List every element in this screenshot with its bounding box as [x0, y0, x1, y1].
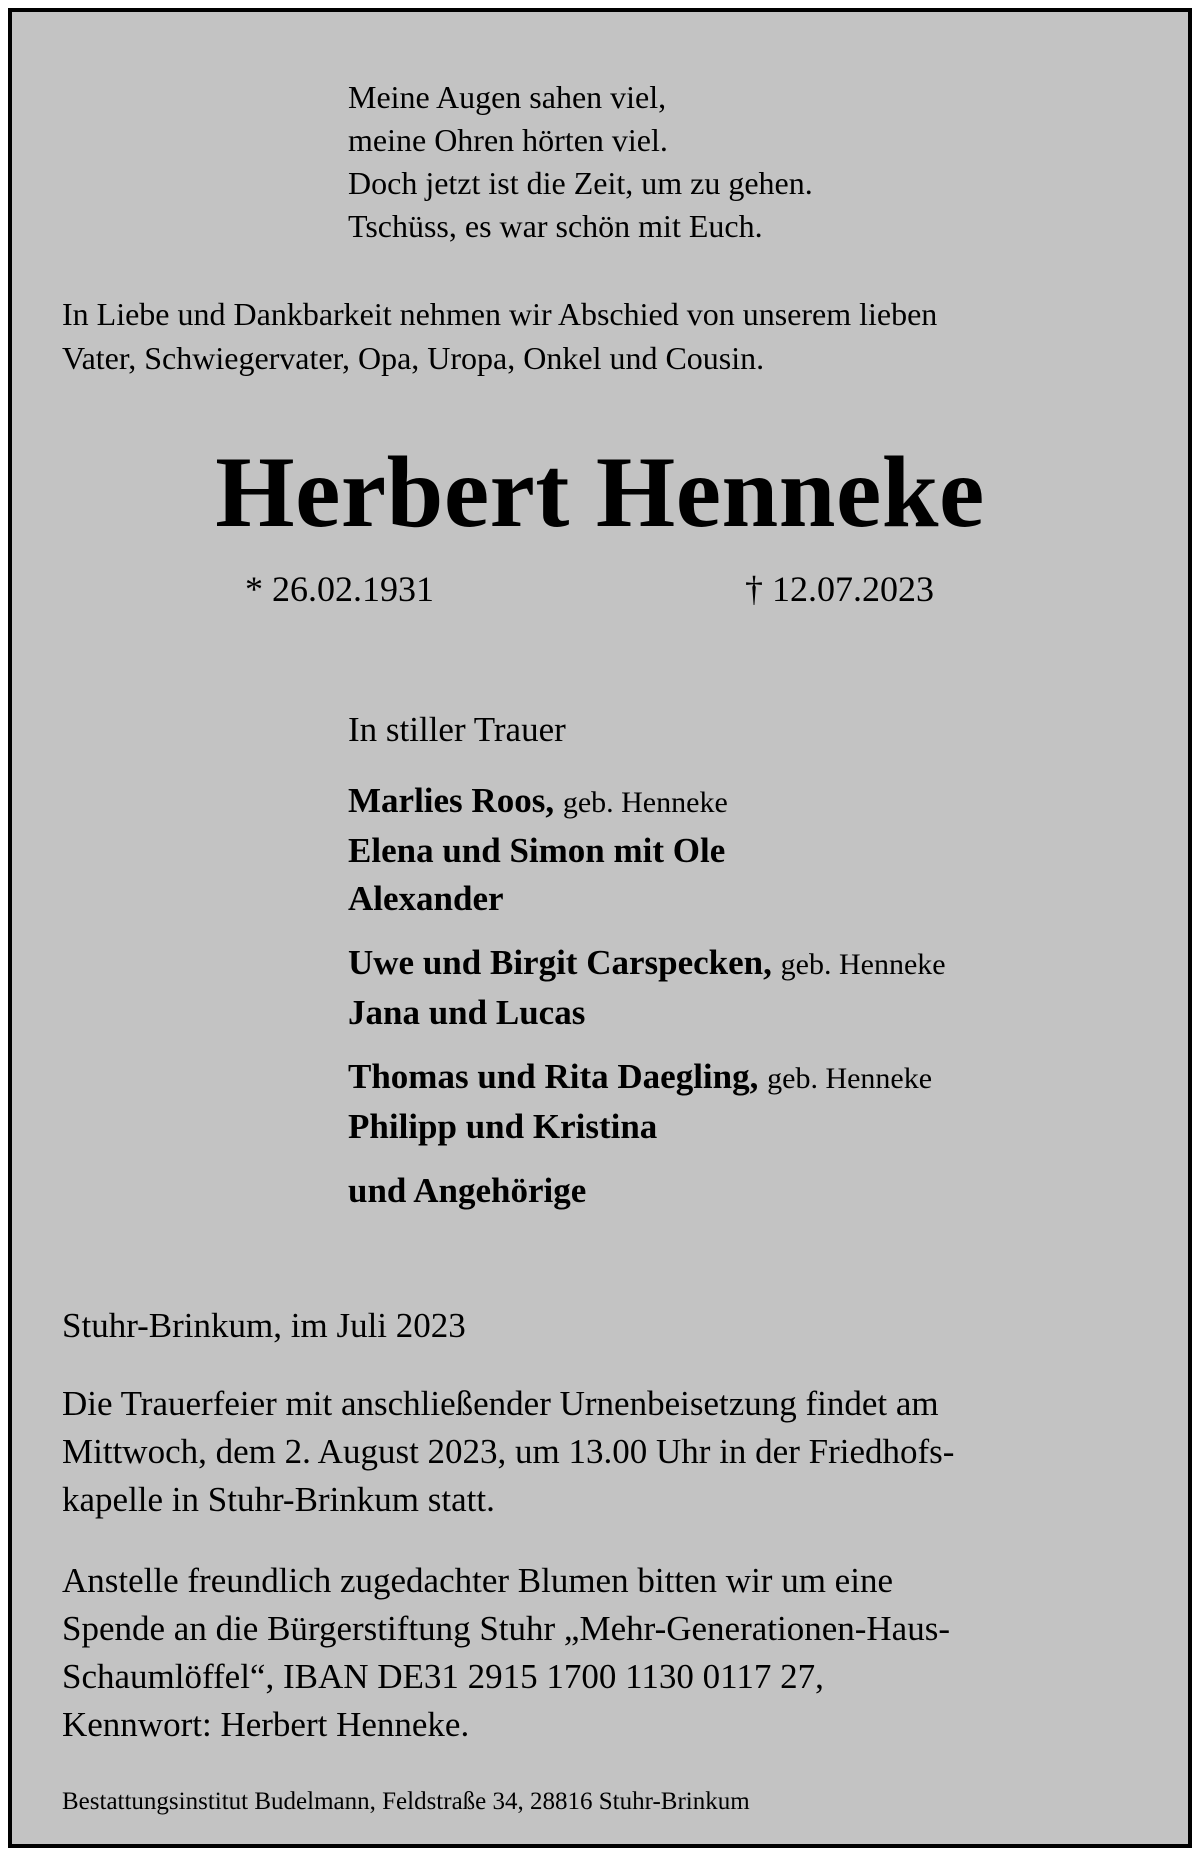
mourner-line [348, 939, 946, 989]
deceased-name: Herbert Henneke [215, 436, 985, 549]
mourner-name: und Angehörige [348, 1171, 587, 1210]
mourner-line [348, 875, 946, 923]
mourner-line [348, 1053, 946, 1103]
poem-line: Meine Augen sahen viel, [348, 79, 667, 115]
mourning-heading: In stiller Trauer [348, 710, 566, 749]
mourner-name: Elena und Simon mit Ole [348, 831, 726, 870]
maiden-name-note: geb. Henneke [780, 948, 946, 981]
donation-line: Kennwort: Herbert Henneke. [62, 1705, 470, 1744]
intro-line: In Liebe und Dankbarkeit nehmen wir Abschied von unserem lieben [62, 296, 938, 332]
poem-line: Tschüss, es war schön mit Euch. [348, 208, 763, 244]
poem-line: meine Ohren hörten viel. [348, 122, 668, 158]
poem [348, 76, 813, 248]
mourner-line [348, 777, 946, 827]
poem-line: Doch jetzt ist die Zeit, um zu gehen. [348, 165, 813, 201]
mourner-line [348, 1103, 946, 1151]
mourner-name: Jana und Lucas [348, 993, 586, 1032]
funeral-home-footer: Bestattungsinstitut Budelmann, Feldstraße 34, 28816 Stuhr-Brinkum [62, 1788, 750, 1815]
donation-notice [62, 1557, 950, 1749]
birth-date: * 26.02.1931 [245, 569, 434, 609]
ceremony-line: Mittwoch, dem 2. August 2023, um 13.00 Uhr in der Friedhofs- [62, 1432, 955, 1471]
mourner-name: Marlies Roos, [348, 781, 555, 820]
ceremony-line: kapelle in Stuhr-Brinkum statt. [62, 1480, 495, 1519]
mourner-line [348, 989, 946, 1037]
obituary-card [8, 8, 1192, 1848]
mourner-name: Thomas und Rita Daegling, [348, 1057, 759, 1096]
death-date: † 12.07.2023 [745, 569, 934, 609]
donation-line: Spende an die Bürgerstiftung Stuhr „Mehr-Generationen-Haus- [62, 1609, 950, 1648]
maiden-name-note: geb. Henneke [562, 786, 728, 819]
mourner-name: Philipp und Kristina [348, 1107, 658, 1146]
ceremony-line: Die Trauerfeier mit anschließender Urnenbeisetzung findet am [62, 1384, 939, 1423]
intro-line: Vater, Schwiegervater, Opa, Uropa, Onkel und Cousin. [62, 340, 765, 376]
donation-line: Schaumlöffel“, IBAN DE31 2915 1700 1130 0117 27, [62, 1657, 824, 1696]
maiden-name-note: geb. Henneke [767, 1062, 933, 1095]
mourner-line [348, 827, 946, 875]
mourner-name: Alexander [348, 879, 504, 918]
donation-line: Anstelle freundlich zugedachter Blumen bitten wir um eine [62, 1561, 893, 1600]
intro-text [62, 292, 937, 380]
mourner-line [348, 1167, 946, 1215]
place-and-date: Stuhr-Brinkum, im Juli 2023 [62, 1306, 466, 1345]
mourner-name: Uwe und Birgit Carspecken, [348, 943, 772, 982]
ceremony-notice [62, 1380, 954, 1524]
mourners-list [348, 712, 946, 1215]
